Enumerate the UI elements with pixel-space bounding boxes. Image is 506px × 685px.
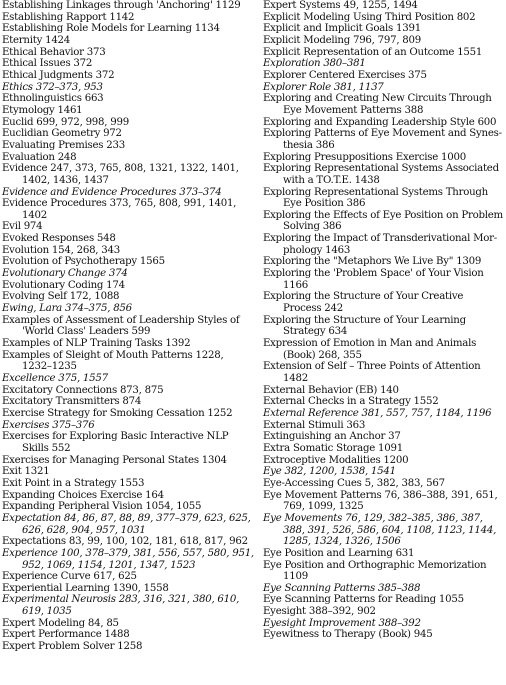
- index-entry: Eternity 1424: [2, 34, 71, 46]
- index-entry: Exit 1321: [2, 466, 50, 478]
- index-entry: Examples of Assessment of Leadership Styles of 'World Class' Leaders 599: [2, 314, 240, 338]
- index-entry: Exercises for Exploring Basic Interactive NLP Skills 552: [2, 431, 229, 454]
- index-entry: Eye Scanning Patterns for Reading 1055: [263, 594, 464, 606]
- index-entry: Eyewitness to Therapy (Book) 945: [263, 629, 433, 641]
- index-entry: Exploring the Structure of Your Creative Process 242: [263, 291, 464, 315]
- index-entry: Explorer Role 381, 1137: [263, 81, 384, 93]
- index-entry: Expert Problem Solver 1258: [2, 641, 143, 653]
- index-entry: Ewing, Lara 374–375, 856: [2, 303, 132, 315]
- index-entry: Eyesight 388–392, 902: [263, 606, 376, 618]
- index-entry: Experimental Neurosis 283, 316, 321, 380, 610, 619, 1035: [2, 594, 240, 618]
- index-entry: Euclidian Geometry 972: [2, 128, 122, 140]
- index-entry: Expert Modeling 84, 85: [2, 617, 119, 629]
- index-entry: Ethical Issues 372: [2, 58, 93, 70]
- index-entry: Expression of Emotion in Man and Animals (Book) 268, 355: [263, 338, 477, 361]
- index-entry: Evil 974: [2, 221, 43, 233]
- index-entry: Exploring the Impact of Transderivational Mor-phology 1463: [263, 233, 497, 256]
- index-entry: Exploring and Creating New Circuits Through Eye Movement Patterns 388: [263, 93, 492, 116]
- index-column-left: [2, 0, 256, 653]
- index-entry: Evolutionary Change 374: [2, 268, 128, 280]
- index-entry: Expert Systems 49, 1255, 1494: [263, 0, 418, 11]
- index-entry: Eye Position and Learning 631: [263, 547, 415, 559]
- index-entry: External Reference 381, 557, 757, 1184, 1196: [263, 407, 492, 419]
- index-entry: Evolution 154, 268, 343: [2, 244, 120, 256]
- index-entry: Eye Movements 76, 129, 382–385, 386, 387, 388, 391, 526, 586, 604, 1108, 1123, 1144, 1285, 1324, 1326, 1506: [263, 512, 497, 548]
- index-entry: Explorer Centered Exercises 375: [263, 69, 427, 81]
- index-entry: Exploration 380–381: [263, 58, 366, 70]
- index-entry: Ethics 372–373, 953: [2, 81, 103, 93]
- index-entry: Exercises for Managing Personal States 1304: [2, 454, 227, 466]
- index-entry: Eye Movement Patterns 76, 386–388, 391, 651, 769, 1099, 1325: [263, 489, 498, 513]
- index-entry: Experiential Learning 1390, 1558: [2, 582, 169, 594]
- index-entry: Expanding Choices Exercise 164: [2, 489, 164, 501]
- index-entry: Extra Somatic Storage 1091: [263, 442, 403, 454]
- index-entry: Establishing Linkages through 'Anchoring' 1129: [2, 0, 241, 11]
- index-entry: Evoked Responses 548: [2, 233, 116, 245]
- index-entry: Expectation 84, 86, 87, 88, 89, 377–379, 623, 625, 626, 628, 904, 957, 1031: [2, 512, 251, 536]
- index-entry: Expert Performance 1488: [2, 629, 130, 641]
- index-entry: Explicit Modeling 796, 797, 809: [263, 34, 422, 46]
- index-entry: Evolving Self 172, 1088: [2, 291, 120, 303]
- index-entry: External Behavior (EB) 140: [263, 384, 399, 396]
- index-entry: Exit Point in a Strategy 1553: [2, 477, 145, 489]
- index-entry: Exercises 375–376: [2, 419, 95, 431]
- index-entry: Expectations 83, 99, 100, 102, 181, 618, 817, 962: [2, 536, 248, 548]
- index-entry: Evaluation 248: [2, 151, 77, 163]
- index-entry: External Checks in a Strategy 1552: [263, 396, 439, 408]
- index-entry: Explicit and Implicit Goals 1391: [263, 23, 421, 35]
- index-entry: Extroceptive Modalities 1200: [263, 454, 409, 466]
- index-entry: External Stimuli 363: [263, 419, 366, 431]
- index-entry: Experience 100, 378–379, 381, 556, 557, 580, 951, 952, 1069, 1154, 1201, 1347, 1523: [2, 547, 254, 571]
- index-entry: Evidence Procedures 373, 765, 808, 991, 1401, 1402: [2, 198, 237, 221]
- index-entry: Etymology 1461: [2, 104, 83, 116]
- index-entry: Evolutionary Coding 174: [2, 279, 125, 291]
- index-entry: Examples of NLP Training Tasks 1392: [2, 338, 191, 350]
- index-entry: Explicit Representation of an Outcome 1551: [263, 46, 483, 58]
- index-entry: Eye Scanning Patterns 385–388: [263, 582, 421, 594]
- index-entry: Eye-Accessing Cues 5, 382, 383, 567: [263, 477, 445, 489]
- index-column-right: [263, 0, 504, 641]
- index-entry: Examples of Sleight of Mouth Patterns 1228, 1232–1235: [2, 349, 224, 373]
- index-entry: Euclid 699, 972, 998, 999: [2, 116, 129, 128]
- index-entry: Excitatory Transmitters 874: [2, 396, 142, 408]
- index-entry: Establishing Rapport 1142: [2, 11, 135, 23]
- index-entry: Ethical Judgments 372: [2, 69, 115, 81]
- index-entry: Excitatory Connections 873, 875: [2, 384, 164, 396]
- index-entry: Exploring Representational Systems Associated with a TO.T.E. 1438: [263, 163, 499, 186]
- index-entry: Exploring Representational Systems Through Eye Position 386: [263, 186, 488, 210]
- index-entry: Exploring and Expanding Leadership Style 600: [263, 116, 497, 128]
- index-entry: Exploring the "Metaphors We Live By" 1309: [263, 256, 482, 268]
- index-entry: Eyesight Improvement 388–392: [263, 617, 421, 629]
- index-entry: Eye Position and Orthographic Memorization 1109: [263, 559, 487, 583]
- index-entry: Evolution of Psychotherapy 1565: [2, 256, 165, 268]
- index-entry: Exploring the Structure of Your Learning Strategy 634: [263, 314, 466, 338]
- index-entry: Exercise Strategy for Smoking Cessation 1252: [2, 407, 233, 419]
- index-entry: Ethical Behavior 373: [2, 46, 106, 58]
- index-entry: Extension of Self – Three Points of Attention 1482: [263, 361, 481, 384]
- index-entry: Exploring Presuppositions Exercise 1000: [263, 151, 466, 163]
- index-entry: Excellence 375, 1557: [2, 373, 108, 384]
- index-entry: Expanding Peripheral Vision 1054, 1055: [2, 501, 202, 513]
- index-entry: Evaluating Premises 233: [2, 139, 125, 151]
- index-entry: Establishing Role Models for Learning 1134: [2, 23, 220, 35]
- index-entry: Evidence 247, 373, 765, 808, 1321, 1322, 1401, 1402, 1436, 1437: [2, 163, 239, 186]
- index-entry: Exploring the 'Problem Space' of Your Vision 1166: [263, 268, 484, 291]
- index-entry: Extinguishing an Anchor 37: [263, 431, 401, 443]
- index-entry: Exploring Patterns of Eye Movement and Synes-thesia 386: [263, 128, 502, 151]
- index-entry: Evidence and Evidence Procedures 373–374: [2, 186, 222, 198]
- index-entry: Eye 382, 1200, 1538, 1541: [263, 466, 396, 478]
- index-entry: Exploring the Effects of Eye Position on Problem Solving 386: [263, 209, 503, 233]
- index-entry: Explicit Modeling Using Third Position 802: [263, 11, 476, 23]
- index-entry: Experience Curve 617, 625: [2, 571, 137, 583]
- index-entry: Ethnolinguistics 663: [2, 93, 104, 105]
